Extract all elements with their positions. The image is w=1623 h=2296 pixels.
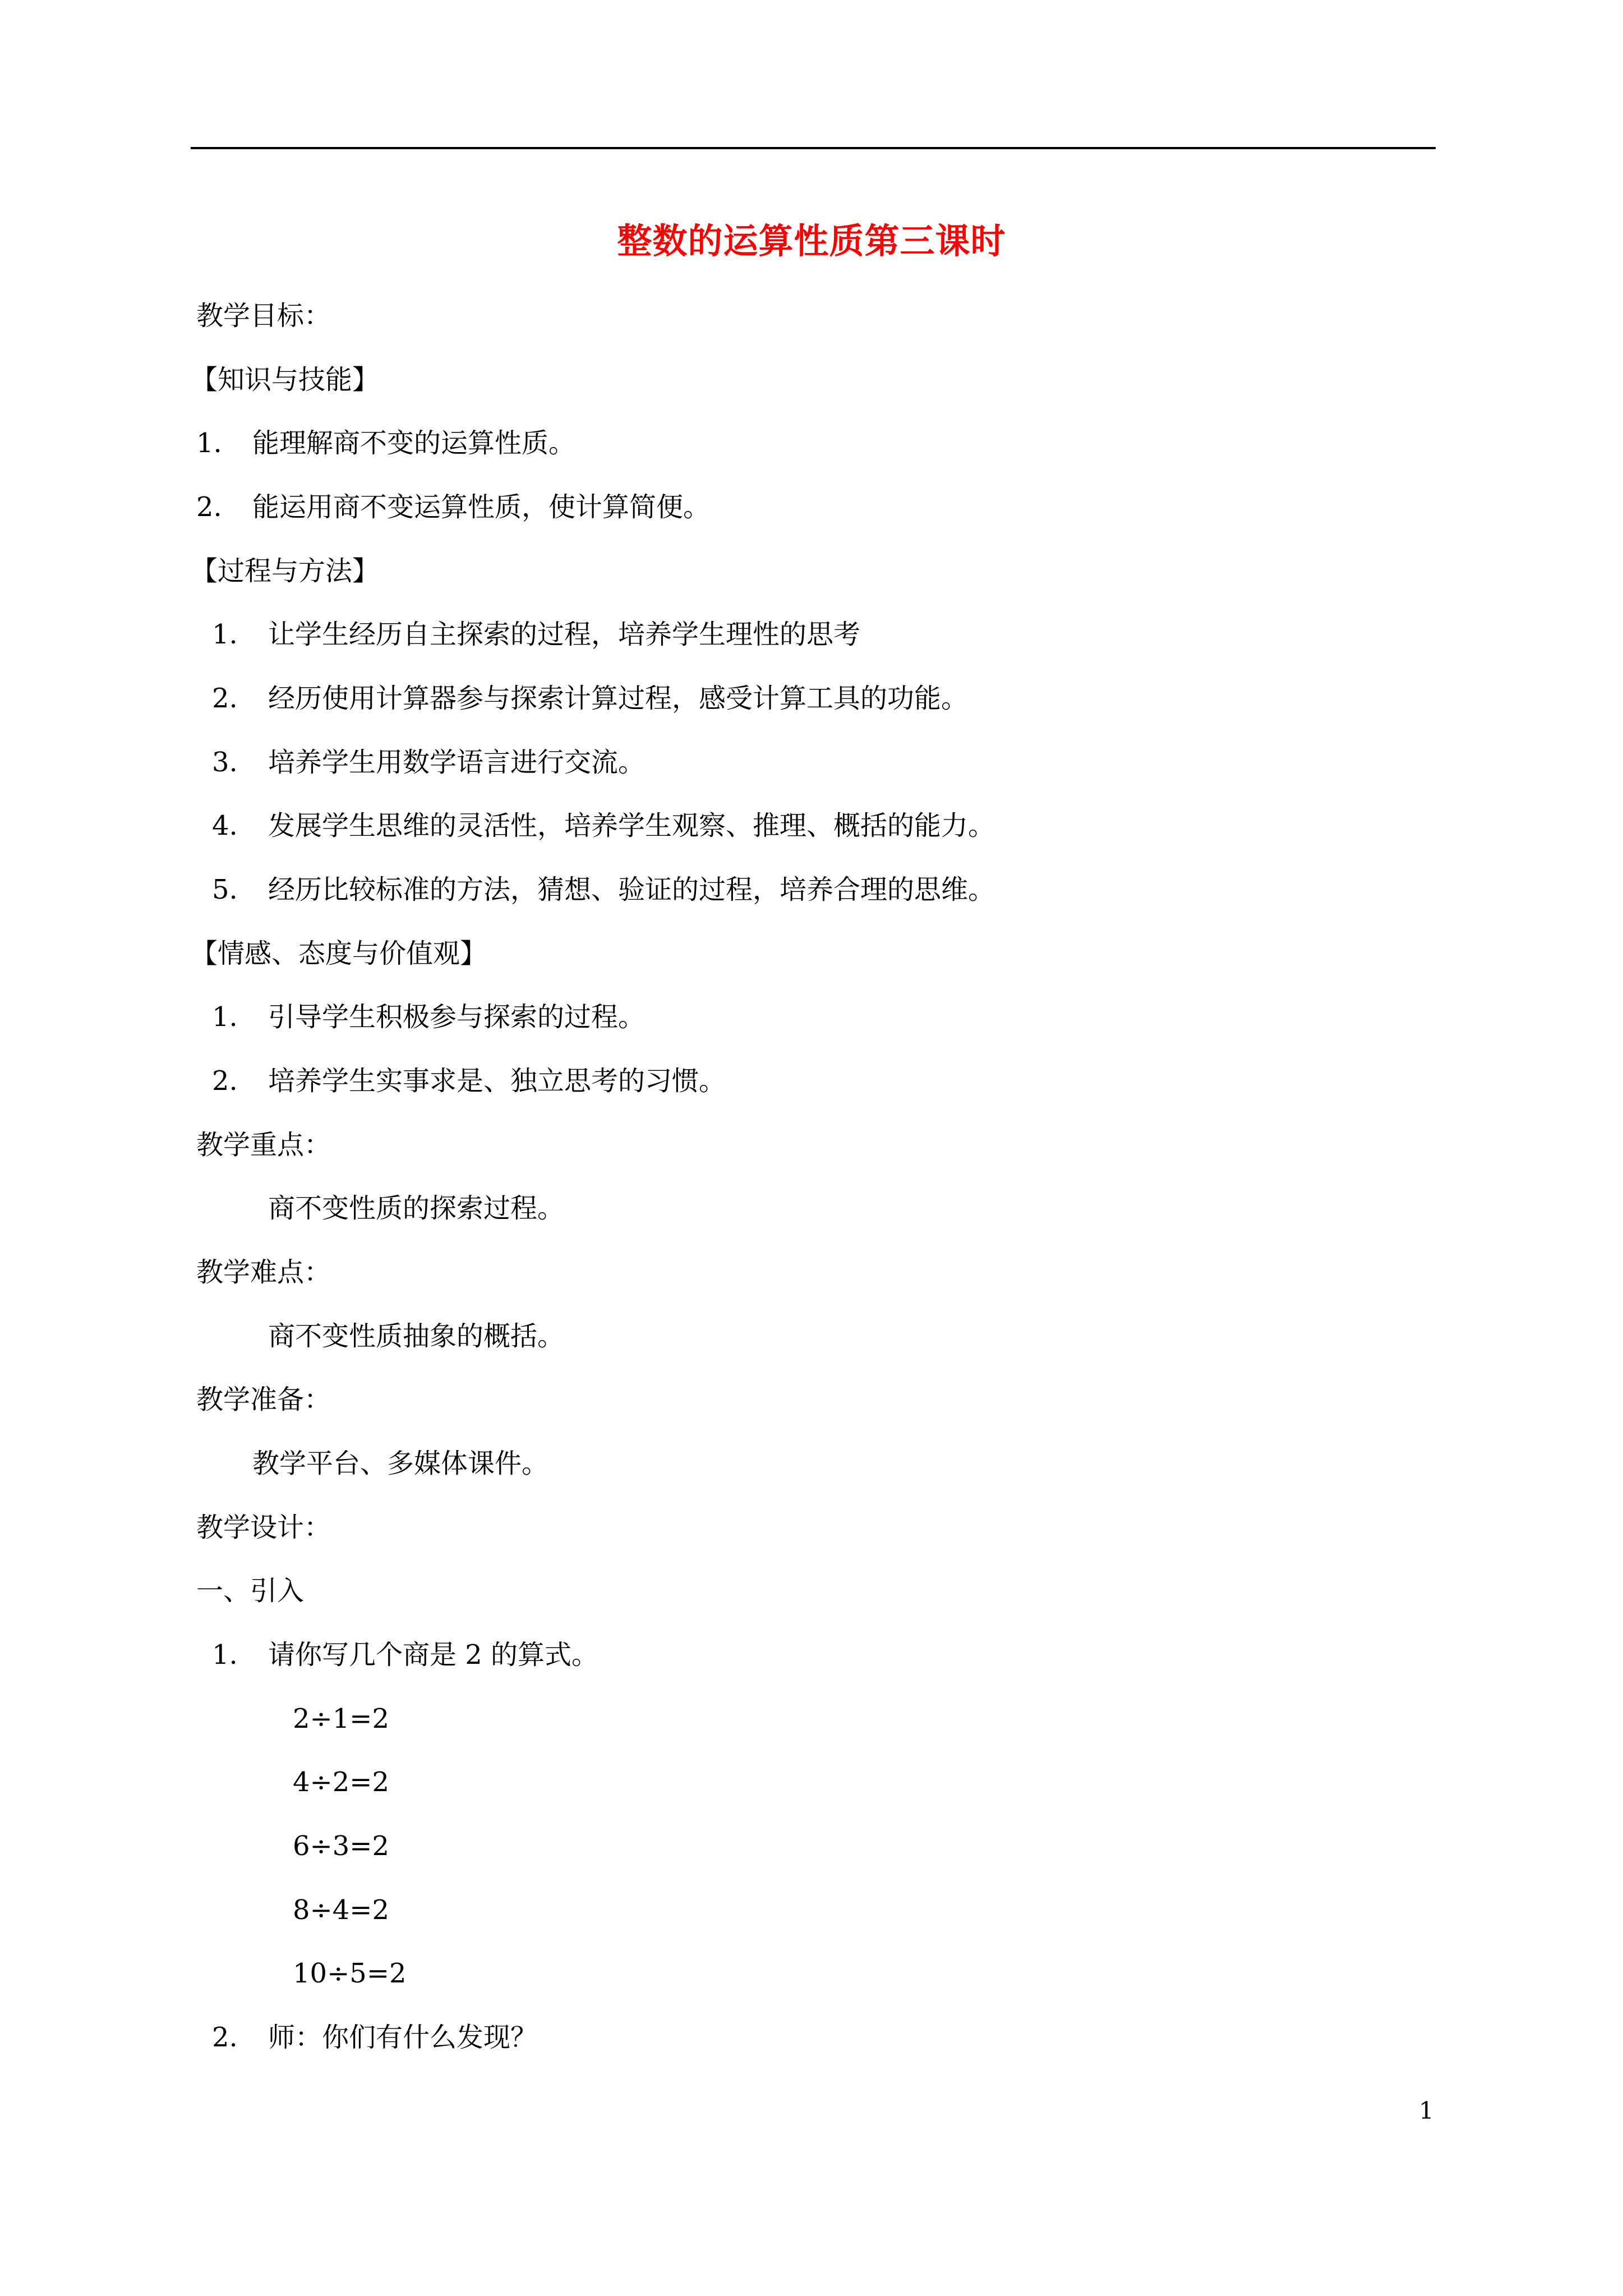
equation: 10÷5=2 <box>293 1958 407 1989</box>
objectives-heading: 教学目标： <box>196 300 331 332</box>
list-text: 让学生经历自主探索的过程，培养学生理性的思考 <box>268 619 861 650</box>
knowledge-heading: 【知识与技能】 <box>191 364 380 395</box>
preparation-heading: 教学准备： <box>196 1384 331 1415</box>
list-text: 发展学生思维的灵活性，培养学生观察、推理、概括的能力。 <box>268 810 995 841</box>
key-point-text: 商不变性质的探索过程。 <box>268 1193 565 1224</box>
key-point-heading: 教学重点： <box>196 1129 331 1161</box>
list-text: 师：你们有什么发现？ <box>268 2022 538 2053</box>
list-number: 2. <box>212 683 238 714</box>
list-item <box>196 426 575 460</box>
list-number: 4. <box>212 810 238 841</box>
list-text: 能理解商不变的运算性质。 <box>252 427 576 459</box>
list-text: 引导学生积极参与探索的过程。 <box>268 1001 645 1033</box>
page-number: 1 <box>1419 2097 1434 2124</box>
list-text: 能运用商不变运算性质，使计算简便。 <box>252 491 711 523</box>
equation: 6÷3=2 <box>293 1830 390 1862</box>
design-heading: 教学设计： <box>196 1512 331 1543</box>
list-item <box>212 1064 726 1098</box>
difficulty-heading: 教学难点： <box>196 1257 331 1288</box>
list-item <box>212 1000 645 1034</box>
equation: 4÷2=2 <box>293 1766 390 1798</box>
equation: 2÷1=2 <box>293 1703 390 1734</box>
list-text: 请你写几个商是 2 的算式。 <box>268 1639 599 1671</box>
list-item <box>212 873 995 907</box>
list-number: 2. <box>212 2022 238 2053</box>
list-number: 1. <box>196 427 222 459</box>
list-number: 1. <box>212 1639 238 1671</box>
difficulty-text: 商不变性质抽象的概括。 <box>268 1320 565 1352</box>
preparation-text: 教学平台、多媒体课件。 <box>252 1448 549 1479</box>
list-item <box>212 809 995 843</box>
intro-heading: 一、引入 <box>196 1575 305 1607</box>
list-number: 1. <box>212 1001 238 1033</box>
list-item <box>196 490 710 524</box>
list-text: 培养学生用数学语言进行交流。 <box>268 747 645 778</box>
list-item <box>212 2021 537 2054</box>
emotion-heading: 【情感、态度与价值观】 <box>191 938 487 969</box>
equation: 8÷4=2 <box>293 1894 390 1926</box>
list-text: 培养学生实事求是、独立思考的习惯。 <box>268 1065 726 1097</box>
header-rule <box>191 147 1436 149</box>
list-number: 1. <box>212 619 238 650</box>
list-item <box>212 1638 598 1672</box>
list-number: 2. <box>196 491 222 523</box>
list-item <box>212 682 968 715</box>
list-number: 2. <box>212 1065 238 1097</box>
process-heading: 【过程与方法】 <box>191 555 380 587</box>
list-item <box>212 746 645 779</box>
list-text: 经历使用计算器参与探索计算过程，感受计算工具的功能。 <box>268 683 969 714</box>
list-number: 5. <box>212 874 238 905</box>
document-title: 整数的运算性质第三课时 <box>617 220 1006 261</box>
list-number: 3. <box>212 747 238 778</box>
list-text: 经历比较标准的方法，猜想、验证的过程，培养合理的思维。 <box>268 874 995 905</box>
list-item <box>212 618 860 651</box>
